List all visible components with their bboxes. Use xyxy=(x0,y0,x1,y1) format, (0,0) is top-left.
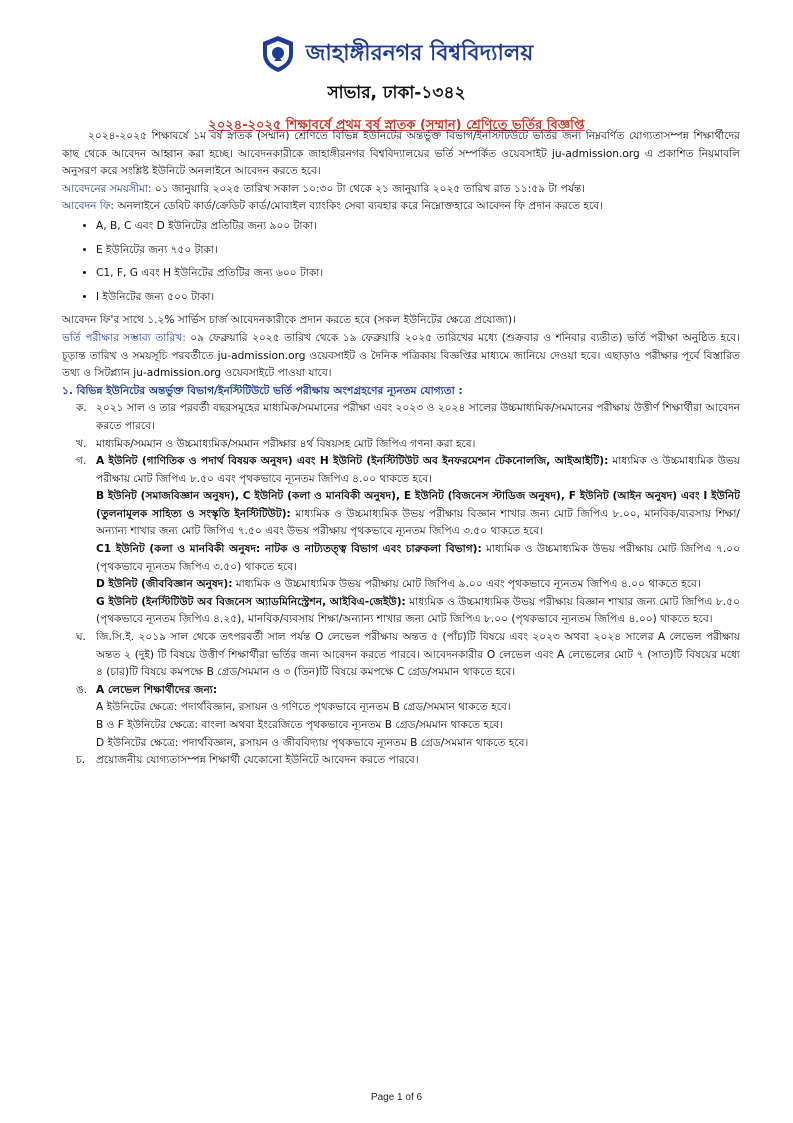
exam-date-label: ভর্তি পরীক্ষার সম্ভাব্য তারিখ: xyxy=(62,331,186,344)
unit-g-text: মাধ্যমিক ও উচ্চমাধ্যমিক উভয় পরীক্ষায় বিজ্ঞান শাখার জন্য মোট জিপিএ ৮.৫০ (পৃথকভাবে ন্যূনতম জিপিএ ৪.২৫), মানবিক/ব্যবসায় শিক্ষা/অন্যান্য শাখার জন্য মোট জিপিএ ৮.০০ (পৃথকভাবে ন্যূনতম জিপিএ ৪.০০) থাকতে হবে। xyxy=(96,595,740,626)
item-marker: খ. xyxy=(76,437,87,450)
university-name: জাহাঙ্গীরনগর বিশ্ববিদ্যালয় xyxy=(305,40,534,66)
item-text: ২০২১ সাল ও তার পরবর্তী বছরসমূহের মাধ্যমিক/সমমানের পরীক্ষা এবং ২০২৩ ও ২০২৪ সালের উচ্চমাধ্যমিক/সমমানের পরীক্ষায় উত্তীর্ণ শিক্ষার্থীরা আবেদন করতে পারবে। xyxy=(96,402,740,432)
unit-d-title: D ইউনিট (জীববিজ্ঞান অনুষদ): xyxy=(96,578,233,591)
unit-c1-title: C1 ইউনিট (কলা ও মানবিকী অনুষদ: নাটক ও নাট্যতত্ত্ব বিভাগ এবং চারুকলা বিভাগ): xyxy=(96,543,482,556)
item-text: জি.সি.ই. ২০১৯ সাল থেকে তৎপরবর্তী সাল পর্যন্ত O লেভেল পরীক্ষায় অন্তত ৫ (পাঁচ)টি বিষয়ে এবং ২০২৩ অথবা ২০২৪ সালের A লেভেল পরীক্ষায় অন্তত ২ (দুই) টি বিষয়ে উত্তীর্ণ শিক্ষার্থীরা ভর্তির জন্য আবেদন করতে পারবে। আবেদনকারীর O লেভেল এবং A লেভেলের মোট ৭ (সাত)টি বিষয়ের মধ্যে ৪ (চার)টি বিষয়ে কমপক্ষে B গ্রেড/সমমান ও ৩ (তিন)টি বিষয়ে কমপক্ষে C গ্রেড/সমমান থাকতে হবে। xyxy=(96,631,740,679)
fee-list xyxy=(62,218,740,306)
a-level-line: D ইউনিটের ক্ষেত্রে: পদার্থবিজ্ঞান, রসায়ন ও জীববিদ্যায় পৃথকভাবে ন্যূনতম B গ্রেড/সমমান থাকতে হবে। xyxy=(96,736,529,749)
deadline-label: আবেদনের সময়সীমা: xyxy=(62,182,152,195)
page-number: Page 1 of 6 xyxy=(370,1092,423,1103)
criteria-item xyxy=(62,400,740,435)
item-text xyxy=(96,453,740,488)
exam-date-line xyxy=(62,330,740,383)
university-seal-icon xyxy=(260,34,296,74)
unit-group-paragraph xyxy=(62,594,740,629)
criteria-item xyxy=(62,629,740,682)
service-charge-note: আবেদন ফি'র সাথে ১.২% সার্ভিস চার্জ আবেদনকারীকে প্রদান করতে হবে (সকল ইউনিটের ক্ষেত্রে প্রযোজ্য)। xyxy=(62,314,516,327)
criteria-item xyxy=(62,682,740,700)
notice-body xyxy=(62,128,740,770)
unit-group-paragraph xyxy=(62,488,740,541)
item-marker: ঙ. xyxy=(76,683,88,696)
exam-date-text: ০৯ ফেব্রুয়ারি ২০২৫ তারিখ থেকে ১৯ ফেব্রুয়ারি ২০২৫ তারিখের মধ্যে (শুক্রবার ও শনিবার ব্যতীত) ভর্তি পরীক্ষা অনুষ্ঠিত হবে। চূড়ান্ত তারিখ ও সময়সূচি পরবর্তীতে ju-admission.org ওয়েবসাইট ও দৈনিক পত্রিকায় বিজ্ঞপ্তির মাধ্যমে জানিয়ে দেওয়া হবে। এছাড়াও পরীক্ষার পূর্বে বিস্তারিত তথ্য ও সিটপ্ল্যান ju-admission.org ওয়েবসাইটে পাওয়া যাবে। xyxy=(62,331,741,380)
item-marker: ঘ. xyxy=(76,631,86,644)
item-text: মাধ্যমিক/সমমান ও উচ্চমাধ্যমিক/সমমান পরীক্ষার ৪র্থ বিষয়সহ মোট জিপিএ গণনা করা হবে। xyxy=(96,437,476,450)
fee-item: • E ইউনিটের জন্য ৭৫০ টাকা। xyxy=(96,242,740,260)
university-address: সাভার, ঢাকা-১৩৪২ xyxy=(327,83,466,103)
criteria-item xyxy=(62,436,740,454)
criteria-item xyxy=(62,453,740,488)
unit-a-h-text: মাধ্যমিক ও উচ্চমাধ্যমিক উভয় পরীক্ষায় মোট জিপিএ ৮.৫০ এবং পৃথকভাবে ন্যূনতম জিপিএ ৪.০০ থাকতে হবে। xyxy=(96,455,741,485)
fee-item: • C1, F, G এবং H ইউনিটের প্রতিটির জন্য ৬০০ টাকা। xyxy=(96,265,740,283)
intro-paragraph: ২০২৪-২০২৫ শিক্ষাবর্ষে ১ম বর্ষ স্নাতক (সম্মান) শ্রেণিতে বিভিন্ন ইউনিটের অন্তর্ভুক্ত বিভাগ/ইনস্টিটিউটে ভর্তির জন্য নিম্নবর্ণিত যোগ্যতাসম্পন্ন শিক্ষার্থীদের কাছ থেকে আবেদন আহ্বান করা হচ্ছে। আবেদনকারীকে জাহাঙ্গীরনগর বিশ্ববিদ্যালয়ের ভর্তি সম্পর্কিত ওয়েবসাইট ju-admission.org এ প্রকাশিত নিয়মাবলি অনুসরণ করে সংশ্লিষ্ট ইউনিটে অনলাইনে আবেদন করতে হবে। xyxy=(62,130,740,178)
unit-group-paragraph xyxy=(62,576,740,594)
fee-item: • A, B, C এবং D ইউনিটের প্রতিটির জন্য ৯০০ টাকা। xyxy=(96,218,740,236)
criteria-item xyxy=(62,752,740,770)
notice-title: ২০২৪-২০২৫ শিক্ষাবর্ষে প্রথম বর্ষ স্নাতক (সম্মান) শ্রেণিতে ভর্তির বিজ্ঞপ্তি xyxy=(208,118,585,133)
item-marker: ক. xyxy=(76,402,87,415)
unit-g-title: G ইউনিট (ইনস্টিটিউট অব বিজনেস অ্যাডমিনিস্ট্রেশন, আইবিএ-জেইউ): xyxy=(96,595,406,608)
unit-c1-text: মাধ্যমিক ও উচ্চমাধ্যমিক উভয় পরীক্ষায় মোট জিপিএ ৭.০০ (পৃথকভাবে ন্যূনতম জিপিএ ৩.৫০) থাকতে হবে। xyxy=(96,543,740,573)
deadline-line xyxy=(62,181,740,199)
fee-line xyxy=(62,198,740,216)
a-level-line: B ও F ইউনিটের ক্ষেত্রে: বাংলা অথবা ইংরেজিতে পৃথকভাবে ন্যূনতম B গ্রেড/সমমান থাকতে হবে। xyxy=(96,719,503,731)
unit-bcefi-title: B ইউনিট (সমাজবিজ্ঞান অনুষদ), C ইউনিট (কলা ও মানবিকী অনুষদ), E ইউনিট (বিজনেস স্টাডিজ অনুষদ), F ইউনিট (আইন অনুষদ) এবং I ইউনিট (তুলনামূলক সাহিত্য ও সংস্কৃতি ইনস্টিটিউট): xyxy=(96,490,740,520)
item-text: প্রয়োজনীয় যোগ্যতাসম্পন্ন শিক্ষার্থী যেকোনো ইউনিটে আবেদন করতে পারবে। xyxy=(96,754,419,767)
unit-d-text: মাধ্যমিক ও উচ্চমাধ্যমিক উভয় পরীক্ষায় মোট জিপিএ ৯.০০ এবং পৃথকভাবে ন্যূনতম জিপিএ ৪.০০ থাকতে হবে। xyxy=(232,578,701,591)
unit-a-h-title: A ইউনিট (গাণিতিক ও পদার্থ বিষয়ক অনুষদ) এবং H ইউনিট (ইনস্টিটিউট অব ইনফরমেশন টেকনোলজি, আইআইটি): xyxy=(96,455,609,468)
fee-text: অনলাইনে ডেবিট কার্ড/ক্রেডিট কার্ড/মোবাইল ব্যাংকিং সেবা ব্যবহার করে নিম্নোক্তহারে আবেদন ফি প্রদান করতে হবে। xyxy=(114,200,603,213)
unit-bcefi-text: মাধ্যমিক ও উচ্চমাধ্যমিক উভয় পরীক্ষায় বিজ্ঞান শাখার জন্য মোট জিপিএ ৮.০০, মানবিক/ব্যবসায় শিক্ষা/অন্যান্য শাখার জন্য মোট জিপিএ ৭.৫০ এবং উভয় পরীক্ষায় পৃথকভাবে ন্যূনতম জিপিএ ৩.৫০ থাকতে হবে। xyxy=(96,507,740,538)
item-marker: গ. xyxy=(76,455,87,468)
section-1-heading: ১. বিভিন্ন ইউনিটের অন্তর্ভুক্ত বিভাগ/ইনস্টিটিউটে ভর্তি পরীক্ষায় অংশগ্রহণের ন্যূনতম যোগ্যতা : xyxy=(62,384,463,397)
a-level-heading: A লেভেল শিক্ষার্থীদের জন্য: xyxy=(96,683,218,696)
a-level-line: A ইউনিটের ক্ষেত্রে: পদার্থবিজ্ঞান, রসায়ন ও গণিতে পৃথকভাবে ন্যূনতম B গ্রেড/সমমান থাকতে হবে। xyxy=(96,701,511,714)
document-header xyxy=(0,34,793,137)
unit-group-paragraph xyxy=(62,541,740,576)
fee-item: • I ইউনিটের জন্য ৫০০ টাকা। xyxy=(96,289,740,307)
deadline-text: ০১ জানুয়ারি ২০২৫ তারিখ সকাল ১০:৩০ টা থেকে ২১ জানুয়ারি ২০২৫ তারিখ রাত ১১:৫৯ টা পর্যন্ত। xyxy=(151,182,586,195)
fee-label: আবেদন ফি: xyxy=(62,200,115,213)
item-marker: চ. xyxy=(76,754,86,767)
